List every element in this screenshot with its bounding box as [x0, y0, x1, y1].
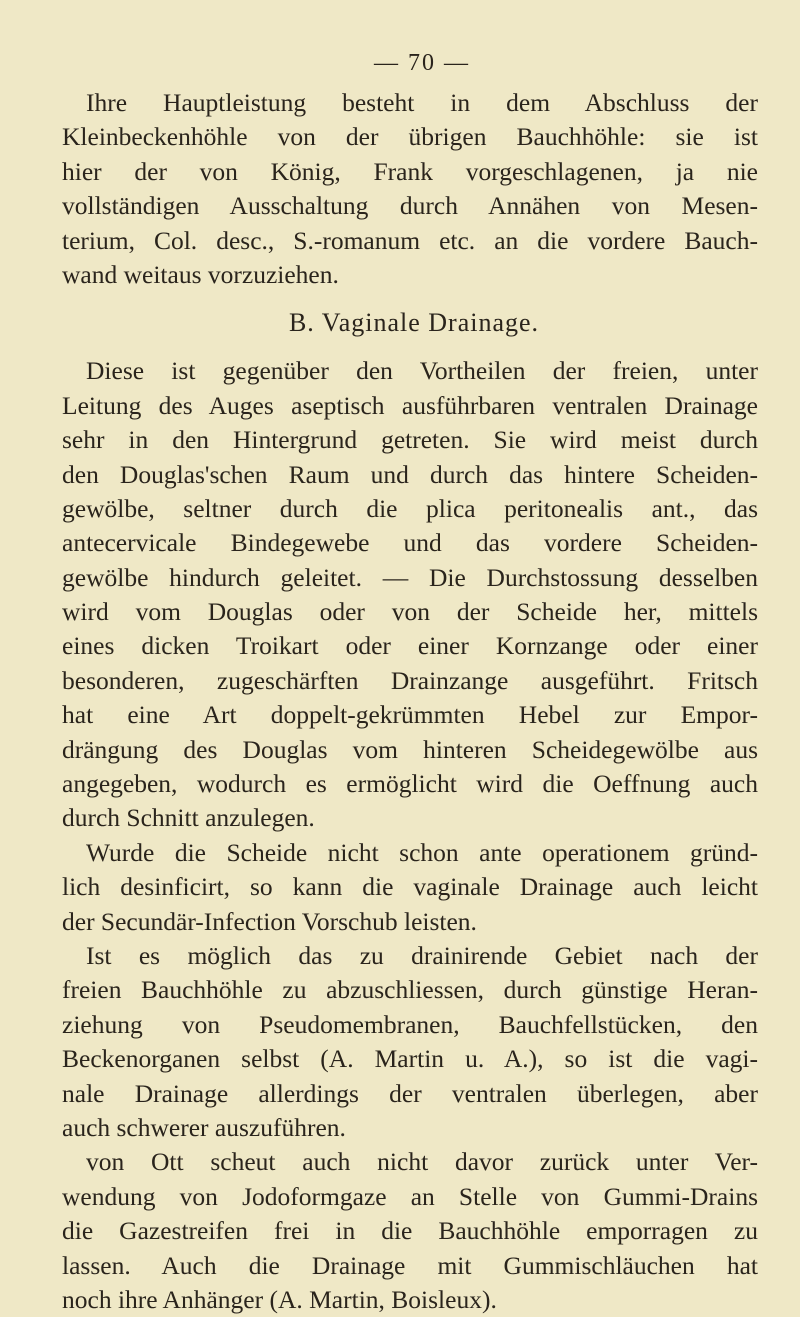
text-line: angegeben, wodurch es ermöglicht wird die Oeffnung auch	[62, 769, 758, 799]
text-line: die Gazestreifen frei in die Bauchhöhle emporragen zu	[62, 1216, 758, 1246]
text-line: lich desinficirt, so kann die vaginale Drainage auch leicht	[62, 872, 758, 902]
text-line: Leitung des Auges aseptisch ausführbaren ventralen Drainage	[62, 390, 758, 420]
text-line: wird vom Douglas oder von der Scheide her, mittels	[62, 597, 758, 627]
book-page	[62, 40, 758, 1317]
paragraph-desinfektion	[62, 836, 758, 939]
text-line: den Douglas'schen Raum und durch das hintere Scheiden-	[62, 459, 758, 489]
text-line: freien Bauchhöhle zu abzuschliessen, durch günstige Heran-	[62, 975, 758, 1005]
text-line: wendung von Jodoformgaze an Stelle von Gummi-Drains	[62, 1181, 758, 1211]
text-line: gewölbe, seltner durch die plica peritonealis ant., das	[62, 493, 758, 523]
text-line: durch Schnitt anzulegen.	[62, 803, 315, 833]
paragraph-abschluss	[62, 86, 758, 292]
text-line: drängung des Douglas vom hinteren Scheidegewölbe aus	[62, 734, 758, 764]
text-line: hier der von König, Frank vorgeschlagenen, ja nie	[62, 156, 758, 186]
text-line: Ist es möglich das zu drainirende Gebiet nach der	[86, 940, 758, 970]
text-line: wand weitaus vorzuziehen.	[62, 259, 339, 289]
text-line: antecervicale Bindegewebe und das vordere Scheiden-	[62, 528, 758, 558]
text-line: auch schwerer auszuführen.	[62, 1112, 346, 1142]
page-number: — 70 —	[374, 50, 470, 76]
text-line: terium, Col. desc., S.-romanum etc. an die vordere Bauch-	[62, 225, 758, 255]
section-heading: B. Vaginale Drainage.	[288, 308, 540, 338]
text-line: lassen. Auch die Drainage mit Gummischläuchen hat	[62, 1250, 758, 1280]
paragraph-abschliessen	[62, 939, 758, 1145]
text-line: der Secundär-Infection Vorschub leisten.	[62, 906, 477, 936]
text-line: ziehung von Pseudomembranen, Bauchfellstücken, den	[62, 1009, 758, 1039]
text-line: Kleinbeckenhöhle von der übrigen Bauchhöhle: sie ist	[62, 122, 758, 152]
text-line: vollständigen Ausschaltung durch Annähen von Mesen-	[62, 191, 758, 221]
text-line: gewölbe hindurch geleitet. — Die Durchstossung desselben	[62, 562, 758, 592]
paragraph-von-ott	[62, 1145, 758, 1317]
text-line: besonderen, zugeschärften Drainzange ausgeführt. Fritsch	[62, 665, 758, 695]
text-line: hat eine Art doppelt-gekrümmten Hebel zur Empor-	[62, 700, 758, 730]
text-line: nale Drainage allerdings der ventralen überlegen, aber	[62, 1078, 758, 1108]
text-line: Beckenorganen selbst (A. Martin u. A.), so ist die vagi-	[62, 1044, 758, 1074]
text-line: Wurde die Scheide nicht schon ante operationem gründ-	[86, 837, 758, 867]
text-line: Diese ist gegenüber den Vortheilen der freien, unter	[86, 356, 758, 386]
text-line: noch ihre Anhänger (A. Martin, Boisleux).	[62, 1284, 497, 1314]
paragraph-vaginale-drainage	[62, 354, 758, 835]
text-line: Ihre Hauptleistung besteht in dem Abschluss der	[86, 88, 758, 117]
text-line: eines dicken Troikart oder einer Kornzange oder einer	[62, 631, 758, 661]
text-line: sehr in den Hintergrund getreten. Sie wird meist durch	[62, 425, 758, 455]
text-line: von Ott scheut auch nicht davor zurück unter Ver-	[86, 1147, 758, 1177]
